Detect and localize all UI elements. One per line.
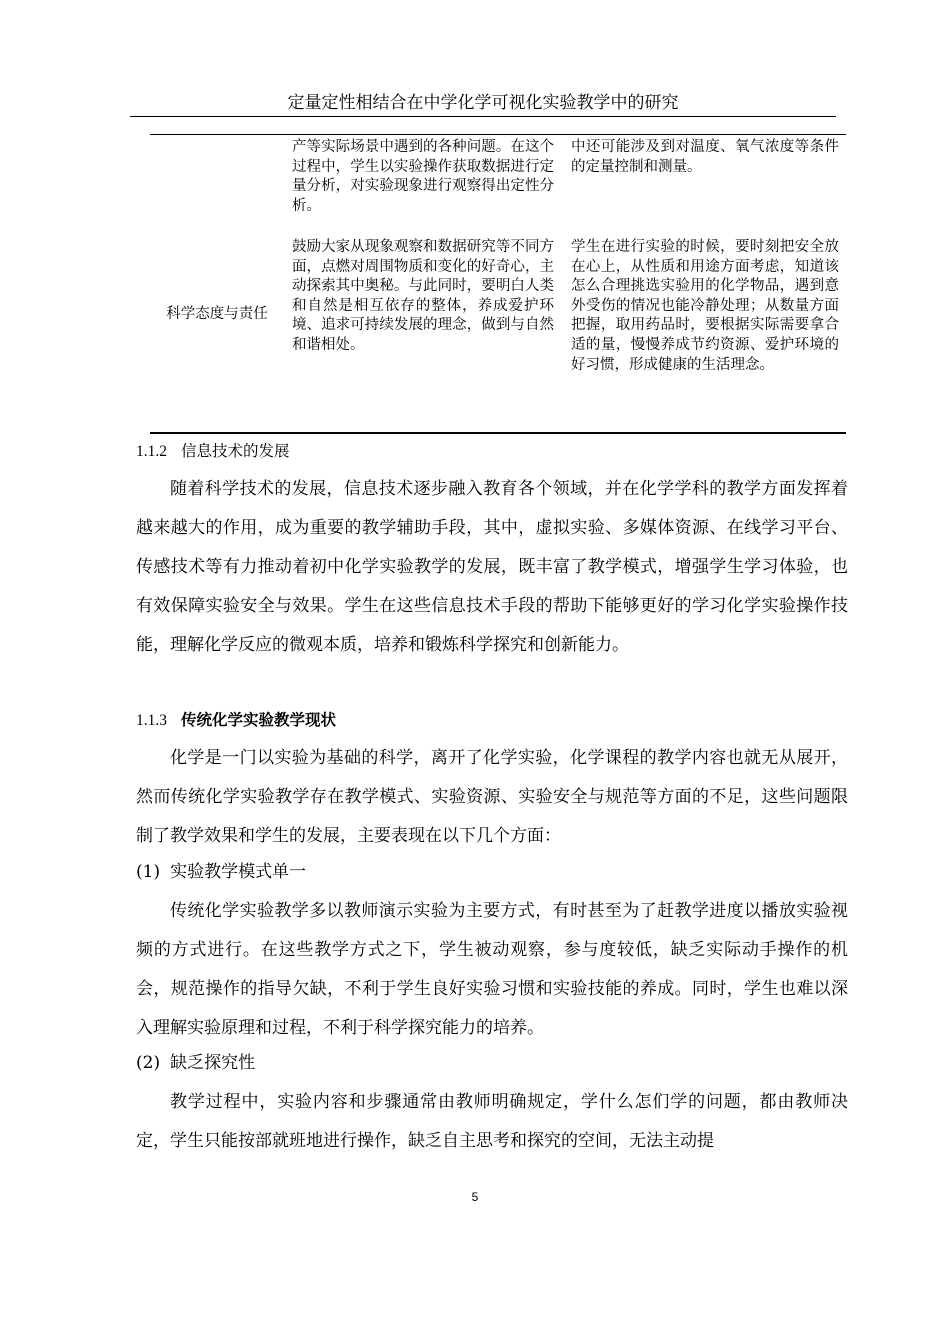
list-item-title: 实验教学模式单一 [170, 862, 307, 882]
paragraph-info-tech: 随着科学技术的发展，信息技术逐步融入教育各个领域，并在化学学科的教学方面发挥着越来越大的作用，成为重要的教学辅助手段，其中，虚拟实验、多媒体资源、在线学习平台、传感技术等有力推动着初中化学实验教学的发展，既丰富了教学模式，增强学生学习体验，也有效保障实验安全与效果。学生在这些信息技术手段的帮助下能够更好的学习化学实验操作技能，理解化学反应的微观本质，培养和锻炼科学探究和创新能力。 [136, 479, 848, 655]
list-item-number: (1) [136, 862, 161, 882]
paragraph-item-1: 传统化学实验教学多以教师演示实验为主要方式，有时甚至为了赶教学进度以播放实验视频的方式进行。在这些教学方式之下，学生被动观察，参与度较低，缺乏实际动手操作的机会，规范操作的指导欠缺，不利于学生良好实验习惯和实验技能的养成。同时，学生也难以深入理解实验原理和过程，不利于科学探究能力的培养。 [136, 901, 848, 1038]
table-cell-row2-col1: 鼓励大家从现象观察和数据研究等不同方面，点燃对周围物质和变化的好奇心，主动探索其中奥秘。与此同时，要明白人类和自然是相互依存的整体，养成爱护环境、追求可持续发展的理念，做到与自然和谐相处。 [292, 239, 554, 353]
paragraph-item-2: 教学过程中，实验内容和步骤通常由教师明确规定，学什么怎们学的问题，都由教师决定，学生只能按部就班地进行操作，缺乏自主思考和探究的空间，无法主动提 [136, 1092, 848, 1151]
list-item-title: 缺乏探究性 [170, 1053, 256, 1073]
list-item-number: (2) [136, 1053, 161, 1073]
section-title: 传统化学实验教学现状 [181, 711, 337, 729]
table-row-label: 科学态度与责任 [166, 306, 268, 322]
page-number: 5 [471, 1190, 479, 1204]
section-heading-1-1-3 [136, 709, 336, 732]
paragraph-traditional-status: 化学是一门以实验为基础的科学，离开了化学实验，化学课程的教学内容也就无从展开，然而传统化学实验教学存在教学模式、实验资源、实验安全与规范等方面的不足，这些问题限制了教学效果和学生的发展，主要表现在以下几个方面： [136, 748, 848, 846]
table-bottom-rule [150, 432, 846, 434]
section-heading-1-1-2 [136, 440, 290, 463]
list-item-heading-1 [136, 861, 306, 883]
table-cell-row2-col2: 学生在进行实验的时候，要时刻把安全放在心上，从性质和用途方面考虑，知道该怎么合理挑选实验用的化学物品，遇到意外受伤的情况也能冷静处理；从数量方面把握，取用药品时，要根据实际需要拿合适的量，慢慢养成节约资源、爱护环境的好习惯，形成健康的生活理念。 [571, 239, 839, 373]
table-top-rule [150, 134, 846, 135]
table-cell-row1-col1: 产等实际场景中遇到的各种问题。在这个过程中，学生以实验操作获取数据进行定量分析，对实验现象进行观察得出定性分析。 [292, 139, 554, 214]
section-number: 1.1.3 [136, 712, 167, 729]
running-header-title: 定量定性相结合在中学化学可视化实验教学中的研究 [287, 93, 679, 113]
list-item-heading-2 [136, 1052, 255, 1074]
section-title: 信息技术的发展 [181, 442, 290, 460]
section-number: 1.1.2 [136, 443, 167, 460]
table-cell-row1-col2: 中还可能涉及到对温度、氧气浓度等条件的定量控制和测量。 [571, 139, 839, 175]
header-rule [130, 116, 836, 117]
